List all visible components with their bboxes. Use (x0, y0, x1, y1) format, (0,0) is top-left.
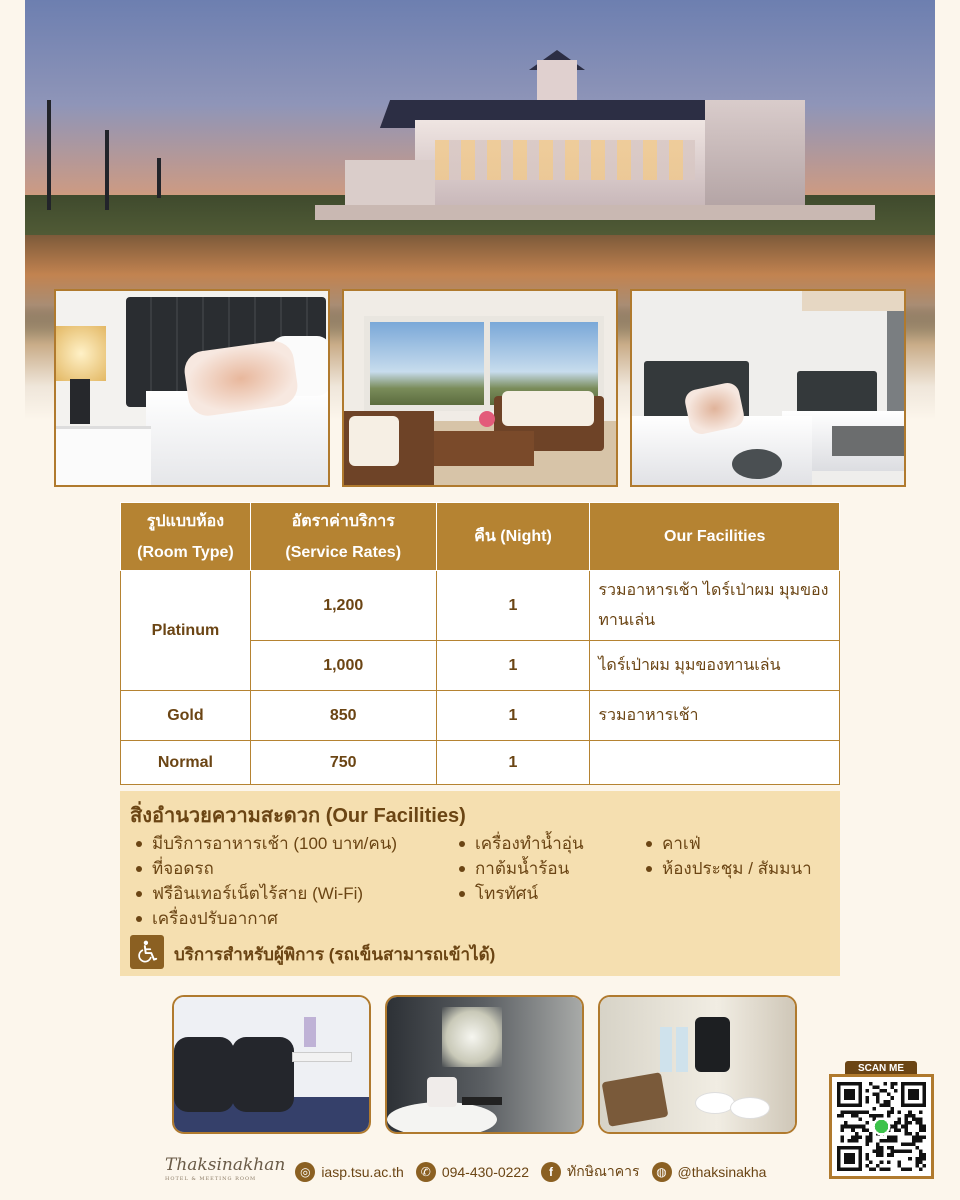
header-room-type: รูปแบบห้อง (Room Type) (121, 503, 251, 571)
brand-logo: Thaksinakhan HOTEL & MEETING ROOM (165, 1155, 286, 1182)
rate-cell: 1,200 (250, 571, 436, 641)
facilities-cell: ไดร์เป่าผม มุมของทานเล่น (590, 641, 840, 691)
night-cell: 1 (436, 641, 590, 691)
facilities-list-3 (640, 831, 812, 881)
table-row (121, 741, 840, 785)
footer (165, 1156, 778, 1188)
photo-orchid-table (385, 995, 584, 1134)
night-cell: 1 (436, 741, 590, 785)
table-row (121, 691, 840, 741)
room-type-cell: Gold (121, 691, 251, 741)
list-item: คาเฟ่ (640, 831, 812, 856)
wechat-link[interactable]: ◍ @thaksinakha (652, 1162, 767, 1182)
room-rate-table (120, 502, 840, 785)
website-link[interactable]: ◎ iasp.tsu.ac.th (295, 1162, 404, 1182)
night-cell: 1 (436, 691, 590, 741)
facilities-cell (590, 741, 840, 785)
list-item: มีบริการอาหารเช้า (100 บาท/คน) (130, 831, 397, 856)
night-cell: 1 (436, 571, 590, 641)
qr-code[interactable] (829, 1074, 934, 1179)
table-header-row (121, 503, 840, 571)
scan-me-label: SCAN ME (845, 1061, 917, 1077)
facilities-title: สิ่งอำนวยความสะดวก (Our Facilities) (130, 805, 466, 827)
facilities-cell: รวมอาหารเช้า (590, 691, 840, 741)
globe-icon: ◎ (295, 1162, 315, 1182)
list-item: โทรทัศน์ (453, 881, 584, 906)
rate-cell: 1,000 (250, 641, 436, 691)
room-photo-living-area (342, 289, 618, 487)
list-item: ห้องประชุม / สัมมนา (640, 856, 812, 881)
facilities-panel (120, 791, 840, 976)
wheelchair-icon (130, 935, 164, 969)
rate-cell: 750 (250, 741, 436, 785)
room-photo-bedroom (54, 289, 330, 487)
header-night: คืน (Night) (436, 503, 590, 571)
facebook-icon: f (541, 1162, 561, 1182)
list-item: ฟรีอินเทอร์เน็ตไร้สาย (Wi-Fi) (130, 881, 397, 906)
list-item: เครื่องปรับอากาศ (130, 906, 397, 931)
photo-kettle-cups (598, 995, 797, 1134)
header-facilities: Our Facilities (590, 503, 840, 571)
list-item: กาต้มน้ำร้อน (453, 856, 584, 881)
photo-lounge-chairs (172, 995, 371, 1134)
facilities-cell: รวมอาหารเช้า ไดร์เป่าผม มุมของทานเล่น (590, 571, 840, 641)
room-type-cell: Normal (121, 741, 251, 785)
list-item: เครื่องทำน้ำอุ่น (453, 831, 584, 856)
phone-icon: ✆ (416, 1162, 436, 1182)
table-row (121, 571, 840, 641)
phone-link[interactable]: ✆ 094-430-0222 (416, 1162, 529, 1182)
list-item: ที่จอดรถ (130, 856, 397, 881)
facebook-link[interactable]: f ทักษิณาคาร (541, 1161, 640, 1183)
room-type-cell: Platinum (121, 571, 251, 691)
rate-cell: 850 (250, 691, 436, 741)
wechat-icon: ◍ (652, 1162, 672, 1182)
room-photo-twin-bed (630, 289, 906, 487)
facilities-list-1 (130, 831, 397, 931)
header-service-rates: อัตราค่าบริการ (Service Rates) (250, 503, 436, 571)
accessibility-text: บริการสำหรับผู้พิการ (รถเข็นสามารถเข้าได้) (174, 945, 496, 964)
facilities-list-2 (453, 831, 584, 906)
